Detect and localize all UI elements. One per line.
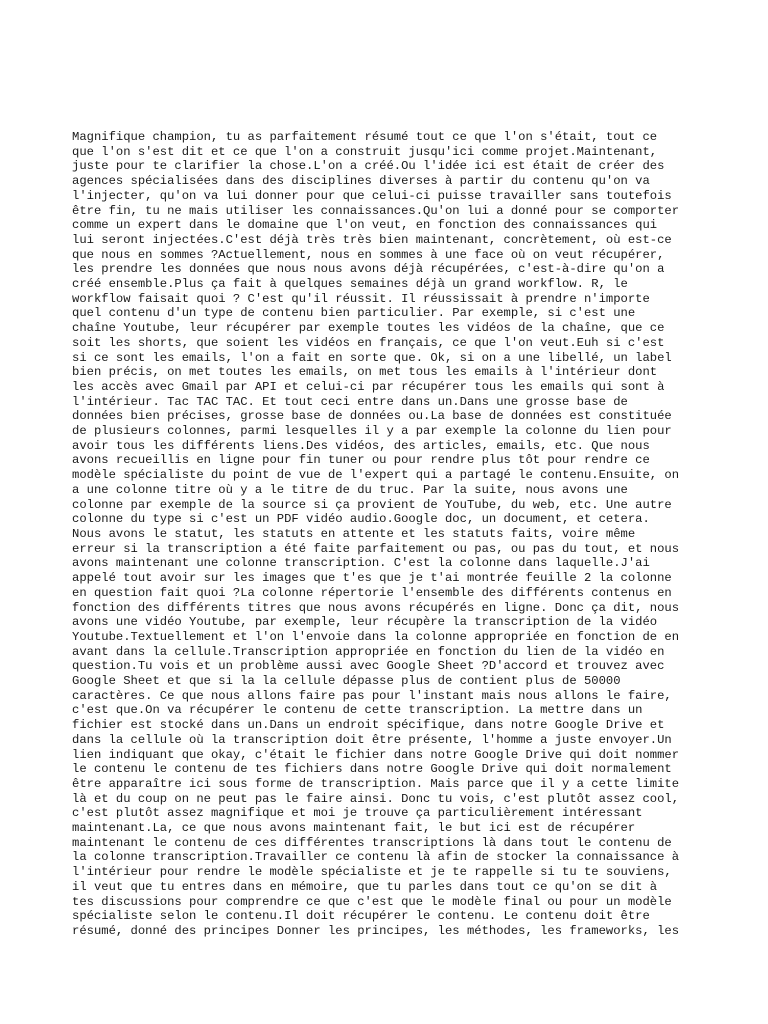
text-line: les accès avec Gmail par API et celui-ci par récupérer tous les emails qui sont à (72, 379, 665, 394)
text-line: avons maintenant une colonne transcription. C'est la colonne dans laquelle.J'ai (72, 556, 650, 571)
text-line: erreur si la transcription a été faite parfaitement ou pas, ou pas du tout, et nous (72, 541, 680, 556)
text-line: workflow faisait quoi ? C'est qu'il réussit. Il réussissait à prendre n'importe (72, 291, 650, 306)
text-line: il veut que tu entres dans en mémoire, que tu parles dans tout ce qu'on se dit à (72, 879, 658, 894)
text-line: en question fait quoi ?La colonne répertorie l'ensemble des différents contenus en (72, 585, 672, 600)
text-line: être fin, tu ne mais utiliser les connaissances.Qu'on lui a donné pour se comporter (72, 203, 680, 218)
text-line: colonne par exemple de la source si ça provient de YouTube, du web, etc. Une autre (72, 497, 672, 512)
text-line: que l'on s'est dit et ce que l'on a construit jusqu'ici comme projet.Maintenant, (72, 144, 658, 159)
text-line: données bien précises, grosse base de données ou.La base de données est constituée (72, 409, 672, 424)
text-line: comme un expert dans le domaine que l'on veut, en fonction des connaissances qui (72, 218, 658, 233)
text-line: dans la cellule où la transcription doit être présente, l'homme a juste envoyer.Un (72, 732, 672, 747)
text-line: avoir tous les différents liens.Des vidéos, des articles, emails, etc. Que nous (72, 438, 650, 453)
text-line: modèle spécialiste du point de vue de l'expert qui a partagé le contenu.Ensuite, on (72, 468, 680, 483)
text-line: Nous avons le statut, les statuts en attente et les statuts faits, voire même (72, 526, 636, 541)
text-line: l'intérieur pour rendre le modèle spécialiste et je te rappelle si tu te souviens, (72, 865, 672, 880)
text-line: fonction des différents titres que nous avons récupérés en ligne. Donc ça dit, nous (72, 600, 680, 615)
text-line: maintenant le contenu de ces différentes transcriptions là dans tout le contenu de (72, 835, 672, 850)
text-line: c'est que.On va récupérer le contenu de cette transcription. La mettre dans un (72, 703, 643, 718)
document-body-text (72, 130, 712, 939)
text-line: c'est plutôt assez magnifique et moi je trouve ça particulièrement intéressant (72, 806, 643, 821)
text-line: créé ensemble.Plus ça fait à quelques semaines déjà un grand workflow. R, le (72, 277, 628, 292)
text-line: soit les shorts, que soient les vidéos en français, ce que l'on veut.Euh si c'est (72, 335, 665, 350)
text-line: tes discussions pour comprendre ce que c'est que le modèle final ou pour un modèle (72, 894, 672, 909)
text-line: la colonne transcription.Travailler ce contenu là afin de stocker la connaissance à (72, 850, 680, 865)
text-line: bien précis, on met toutes les emails, on met tous les emails à l'intérieur dont (72, 365, 658, 380)
text-line: avant dans la cellule.Transcription appropriée en fonction du lien de la vidéo en (72, 644, 665, 659)
text-line: Youtube.Textuellement et l'on l'envoie dans la colonne appropriée en fonction de en (72, 629, 680, 644)
text-line: lui seront injectées.C'est déjà très très bien maintenant, concrètement, où est-ce (72, 232, 672, 247)
text-line: colonne du type si c'est un PDF vidéo audio.Google doc, un document, et cetera. (72, 512, 650, 527)
text-line: si ce sont les emails, l'on a fait en sorte que. Ok, si on a une libellé, un label (72, 350, 672, 365)
text-line: l'intérieur. Tac TAC TAC. Et tout ceci entre dans un.Dans une grosse base de (72, 394, 628, 409)
text-line: caractères. Ce que nous allons faire pas pour l'instant mais nous allons le faire, (72, 688, 672, 703)
text-line: juste pour te clarifier la chose.L'on a créé.Ou l'idée ici est était de créer des (72, 159, 665, 174)
text-line: résumé, donné des principes Donner les principes, les méthodes, les frameworks, les (72, 923, 680, 938)
text-line: avons recueillis en ligne pour fin tuner ou pour rendre plus tôt pour rendre ce (72, 453, 650, 468)
text-line: quel contenu d'un type de contenu bien particulier. Par exemple, si c'est une (72, 306, 636, 321)
text-line: les prendre les données que nous nous avons déjà récupérées, c'est-à-dire qu'on a (72, 262, 665, 277)
text-line: là et du coup on ne peut pas le faire ainsi. Donc tu vois, c'est plutôt assez cool, (72, 791, 680, 806)
text-line: a une colonne titre où y a le titre de du truc. Par la suite, nous avons une (72, 482, 628, 497)
text-line: être apparaître ici sous forme de transcription. Mais parce que il y a cette limite (72, 776, 680, 791)
text-line: le contenu le contenu de tes fichiers dans notre Google Drive qui doit normalement (72, 762, 672, 777)
text-line: l'injecter, qu'on va lui donner pour que celui-ci puisse travailler sans toutefois (72, 188, 672, 203)
text-line: de plusieurs colonnes, parmi lesquelles il y a par exemple la colonne du lien pour (72, 424, 672, 439)
text-line: Google Sheet et que si la la cellule dépasse plus de contient plus de 50000 (72, 674, 621, 689)
text-line: chaîne Youtube, leur récupérer par exemple toutes les vidéos de la chaîne, que ce (72, 321, 665, 336)
text-line: Magnifique champion, tu as parfaitement résumé tout ce que l'on s'était, tout ce (72, 130, 658, 144)
text-line: spécialiste selon le contenu.Il doit récupérer le contenu. Le contenu doit être (72, 909, 650, 924)
text-line: que nous en sommes ?Actuellement, nous en sommes à une face où on veut récupérer, (72, 247, 665, 262)
text-line: avons une vidéo Youtube, par exemple, leur récupère la transcription de la vidéo (72, 615, 658, 630)
text-line: lien indiquant que okay, c'était le fichier dans notre Google Drive qui doit nommer (72, 747, 680, 762)
text-line: agences spécialisées dans des disciplines diverses à partir du contenu qu'on va (72, 174, 650, 189)
text-line: fichier est stocké dans un.Dans un endroit spécifique, dans notre Google Drive et (72, 718, 665, 733)
text-line: maintenant.La, ce que nous avons maintenant fait, le but ici est de récupérer (72, 821, 636, 836)
text-line: appelé tout avoir sur les images que t'es que je t'ai montrée feuille 2 la colonne (72, 571, 672, 586)
text-line: question.Tu vois et un problème aussi avec Google Sheet ?D'accord et trouvez avec (72, 659, 665, 674)
